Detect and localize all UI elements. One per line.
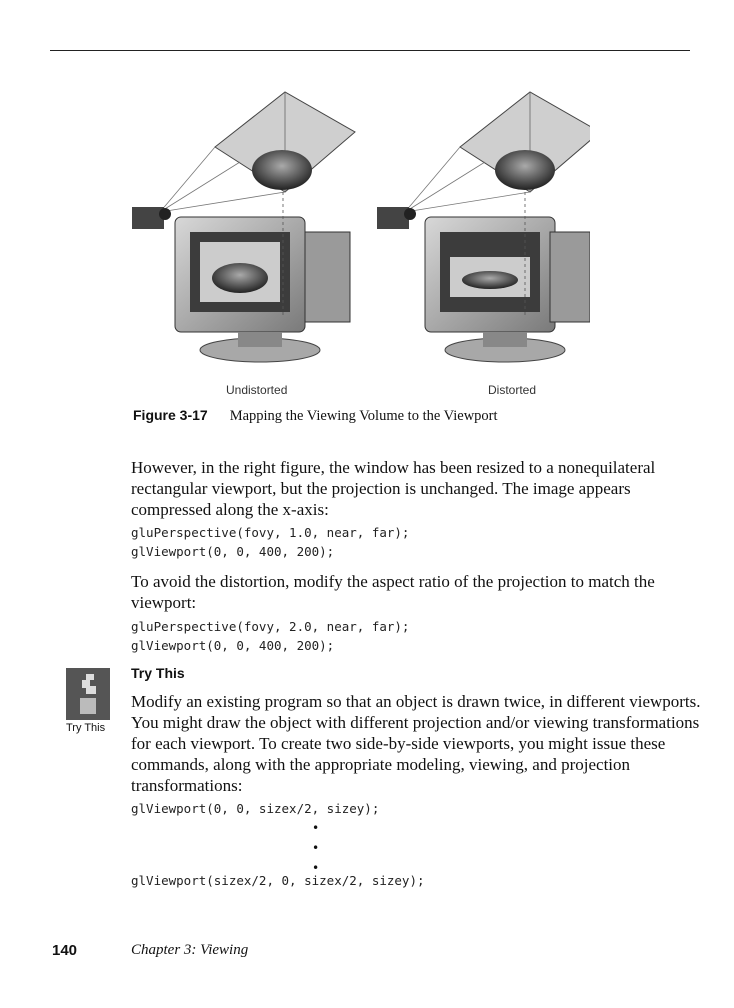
undistorted-label: Undistorted	[226, 383, 288, 397]
try-this-heading: Try This	[131, 665, 185, 681]
header-rule	[50, 50, 690, 51]
undistorted-scene	[132, 92, 355, 362]
code-line: glViewport(0, 0, 400, 200);	[131, 637, 335, 653]
code-line: gluPerspective(fovy, 2.0, near, far);	[131, 619, 410, 634]
try-this-icon-label: Try This	[66, 722, 106, 734]
distorted-label: Distorted	[488, 383, 537, 397]
paragraph-1: However, in the right figure, the window has been resized to a nonequilateral rectangular viewport, but the projection is unchanged. The image appears compressed along the x-axis:	[131, 458, 656, 519]
page-number: 140	[52, 942, 78, 959]
code-block-1	[131, 524, 409, 561]
code-line-viewport-left: glViewport(0, 0, sizex/2, sizey);	[131, 801, 380, 816]
try-this-icon	[60, 668, 118, 738]
figure-caption	[133, 407, 498, 425]
paragraph-2: To avoid the distortion, modify the aspect ratio of the projection to match the viewport:	[131, 572, 655, 612]
code-block-2	[131, 618, 409, 655]
viewport-mapping-illustration	[120, 82, 590, 382]
puzzle-icon	[66, 668, 110, 720]
code-line: gluPerspective(fovy, 1.0, near, far);	[131, 525, 410, 540]
chapter-title: Chapter 3: Viewing	[131, 942, 249, 958]
figure-number: Figure 3-17	[133, 407, 208, 423]
code-line-viewport-right: glViewport(sizex/2, 0, sizex/2, sizey);	[131, 873, 425, 888]
ellipsis-dot: •	[312, 821, 320, 835]
ellipsis-dot: •	[312, 841, 320, 855]
try-this-paragraph: Modify an existing program so that an object is drawn twice, in different viewports. You might draw the object with different projection and/or viewing transformations for each viewport. To create two side-by-side viewports, you might issue these commands, along with the appropriate modeling, viewing, and projection transformations:	[131, 692, 701, 795]
distorted-scene	[377, 92, 590, 362]
code-line: glViewport(0, 0, 400, 200);	[131, 543, 335, 559]
ellipsis-dot: •	[312, 861, 320, 875]
figure-caption-text: Mapping the Viewing Volume to the Viewport	[229, 408, 498, 424]
